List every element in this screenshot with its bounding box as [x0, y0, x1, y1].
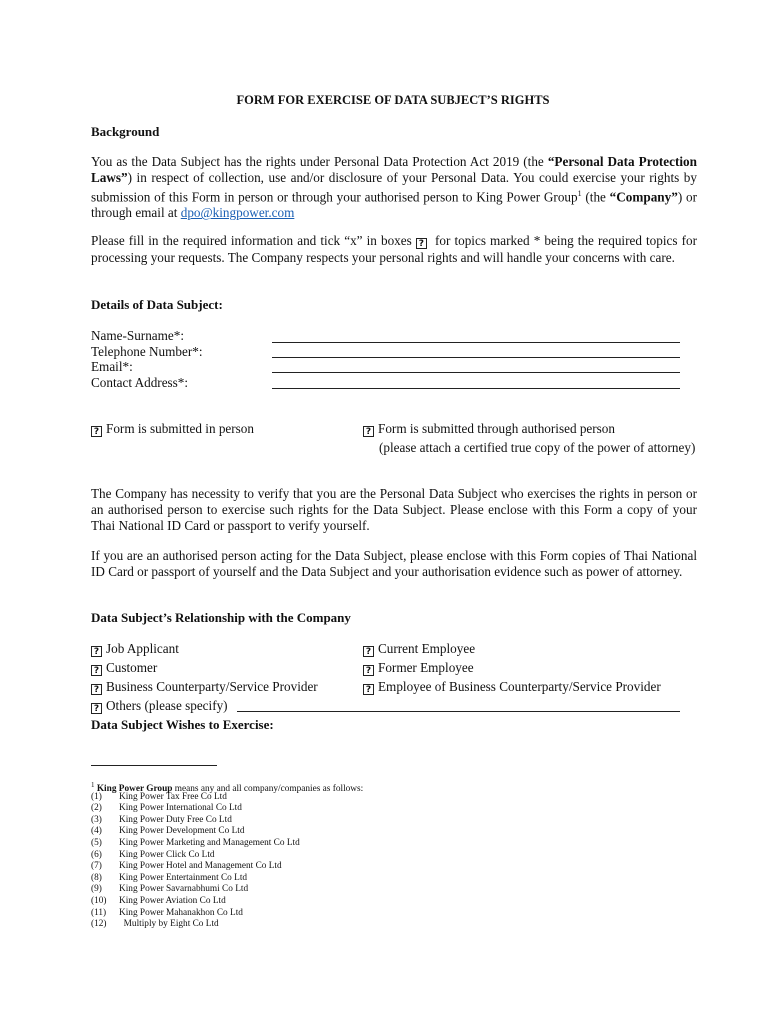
list-item-number: (5) [91, 837, 102, 848]
checkbox-icon[interactable]: ? [91, 646, 102, 657]
option-label: Others (please specify) [106, 698, 228, 713]
option-customer[interactable] [91, 660, 157, 676]
footnote-lead [91, 780, 364, 795]
checkbox-icon[interactable]: ? [91, 426, 102, 437]
list-item-number: (7) [91, 861, 102, 872]
list-item-number: (6) [91, 849, 102, 860]
background-paragraph-1 [91, 154, 697, 221]
list-item [91, 919, 363, 931]
list-item [91, 896, 363, 908]
checkbox-icon: ? [416, 238, 427, 249]
option-label: Customer [106, 660, 158, 675]
option-label: Form is submitted in person [106, 421, 254, 436]
list-item-number: (8) [91, 872, 102, 883]
p1-text-c: ) in respect of collection, use and/or disclosure of your Personal Data. You could exercise your rights by submission of this Form in person or through your authorised person to King Power Group [91, 170, 697, 205]
list-item-name: King Power Entertainment Co Ltd [119, 872, 248, 883]
list-item [91, 908, 363, 920]
list-item-name: King Power Hotel and Management Co Ltd [119, 861, 282, 872]
p1-text-f: ) or through email at [91, 189, 697, 221]
list-item-name: King Power Savarnabhumi Co Ltd [119, 884, 249, 895]
details-heading: Details of Data Subject: [91, 297, 223, 312]
option-employee-of-counterparty[interactable] [363, 679, 661, 695]
list-item-number: (11) [91, 907, 107, 918]
list-item [91, 873, 363, 885]
footnote-marker: 1 [91, 781, 95, 789]
option-former-employee[interactable] [363, 660, 474, 676]
list-item-number: (1) [91, 791, 102, 802]
option-in-person[interactable] [91, 421, 254, 437]
address-label: Contact Address*: [91, 374, 189, 390]
p2-text-b: for topics marked * being the required topics for processing your requests. The Company respects your personal rights and will handle your concerns with care. [91, 233, 697, 265]
option-label: Form is submitted through authorised person [378, 421, 615, 436]
option-business-counterparty[interactable] [91, 679, 318, 695]
list-item [91, 850, 363, 862]
list-item-number: (2) [91, 803, 102, 814]
list-item-number: (10) [91, 895, 107, 906]
background-paragraph-2 [91, 232, 697, 266]
p1-laws-term: “Personal Data Protection Laws” [91, 154, 697, 185]
list-item [91, 803, 363, 815]
option-job-applicant[interactable] [91, 641, 179, 657]
list-item-name: King Power Marketing and Management Co Ltd [119, 837, 300, 848]
checkbox-icon[interactable]: ? [363, 426, 374, 437]
option-label: Current Employee [378, 641, 476, 656]
list-item [91, 792, 363, 804]
option-label: Former Employee [378, 660, 474, 675]
footnote [91, 780, 363, 931]
option-authorised-person[interactable] [363, 421, 615, 437]
telephone-field[interactable] [272, 357, 680, 358]
list-item-number: (3) [91, 814, 102, 825]
option-label: Employee of Business Counterparty/Service Provider [378, 679, 661, 694]
checkbox-icon[interactable]: ? [363, 646, 374, 657]
option-label: Job Applicant [106, 641, 179, 656]
others-specify-field[interactable] [237, 711, 680, 712]
p2-text-a: Please fill in the required information and tick “x” in boxes [91, 233, 416, 248]
name-field[interactable] [272, 342, 680, 343]
list-item [91, 815, 363, 827]
wishes-heading: Data Subject Wishes to Exercise: [91, 717, 274, 732]
list-item-name: King Power Development Co Ltd [119, 826, 245, 837]
checkbox-icon[interactable]: ? [363, 665, 374, 676]
option-current-employee[interactable] [363, 641, 475, 657]
email-field[interactable] [272, 372, 680, 373]
list-item [91, 884, 363, 896]
checkbox-icon[interactable]: ? [91, 684, 102, 695]
p1-text-a: You as the Data Subject has the rights under Personal Data Protection Act 2019 (the [91, 154, 548, 169]
p1-company-term: “Company” [609, 189, 678, 205]
list-item-name: King Power Duty Free Co Ltd [119, 814, 232, 825]
verify-paragraph-1: The Company has necessity to verify that you are the Personal Data Subject who exercises the rights in person or an authorised person to exercise such rights for the Data Subject. Please enclose with this Form a copy of your Thai National ID Card or passport to verify yourself. [91, 486, 697, 533]
footnote-divider [91, 765, 217, 766]
list-item-number: (9) [91, 884, 102, 895]
checkbox-icon[interactable]: ? [91, 703, 102, 714]
authorised-note: (please attach a certified true copy of the power of attorney) [379, 440, 696, 455]
list-item-name: King Power Tax Free Co Ltd [119, 791, 227, 802]
list-item-name: King Power Mahanakhon Co Ltd [119, 907, 243, 918]
email-link[interactable]: dpo@kingpower.com [180, 205, 295, 221]
option-others[interactable] [91, 698, 228, 714]
verify-paragraph-2: If you are an authorised person acting for the Data Subject, please enclose with this Form copies of Thai National ID Card or passport of yourself and the Data Subject and your authorisation evidence such as power of attorney. [91, 548, 697, 579]
list-item-name: Multiply by Eight Co Ltd [119, 919, 219, 930]
option-label: Business Counterparty/Service Provider [106, 679, 318, 694]
name-label: Name-Surname*: [91, 328, 185, 343]
relationship-heading: Data Subject’s Relationship with the Company [91, 610, 351, 625]
telephone-label: Telephone Number*: [91, 343, 203, 359]
list-item [91, 861, 363, 873]
list-item-name: King Power Click Co Ltd [119, 849, 215, 860]
list-item-name: King Power Aviation Co Ltd [119, 895, 226, 906]
background-heading: Background [91, 124, 160, 139]
form-title: FORM FOR EXERCISE OF DATA SUBJECT’S RIGHTS [236, 93, 550, 107]
list-item-number: (4) [91, 826, 102, 837]
p1-text-d: (the [581, 189, 610, 205]
list-item-number: (12) [91, 919, 107, 930]
footnote-ref[interactable]: 1 [577, 189, 582, 198]
list-item [91, 838, 363, 850]
footnote-lead-text: means any and all company/companies as follows: [172, 784, 364, 795]
address-field[interactable] [272, 388, 680, 389]
checkbox-icon[interactable]: ? [91, 665, 102, 676]
footnote-term: King Power Group [96, 784, 173, 795]
list-item-name: King Power International Co Ltd [119, 803, 242, 814]
list-item [91, 826, 363, 838]
checkbox-icon[interactable]: ? [363, 684, 374, 695]
email-label: Email*: [91, 359, 133, 374]
